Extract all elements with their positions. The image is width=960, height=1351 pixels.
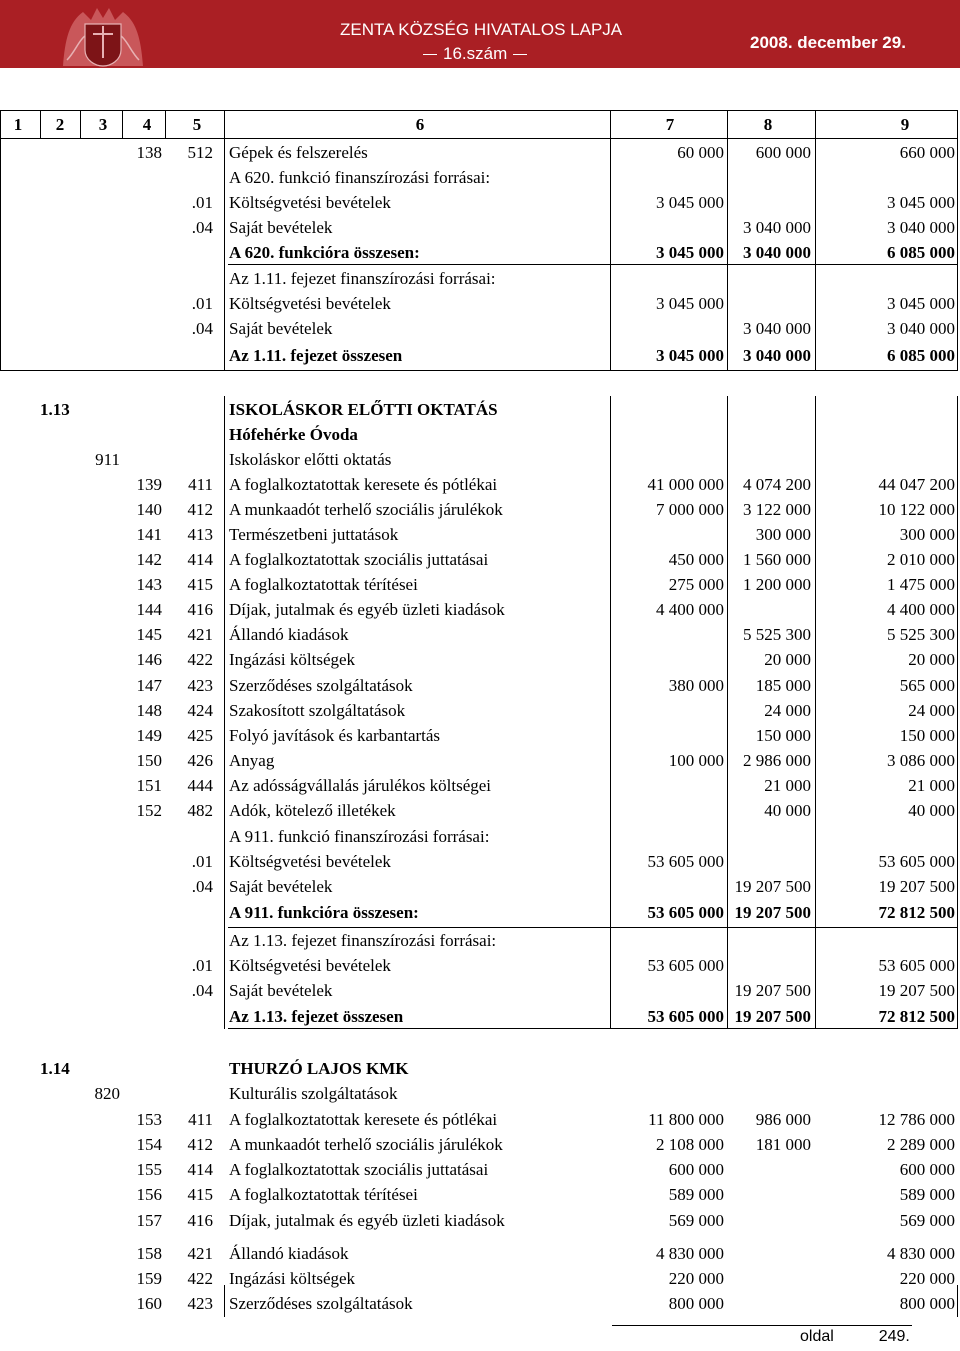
table-rule: [40, 110, 41, 139]
column-header: 6: [415, 115, 425, 134]
cell-description: Költségvetési bevételek: [229, 956, 391, 975]
table-row: [0, 266, 960, 291]
table-rule: [165, 110, 166, 139]
cell-amount-9: 40 000: [908, 801, 955, 820]
column-header: 7: [665, 115, 675, 134]
cell-amount-7: 275 000: [668, 575, 724, 594]
table-row: [0, 723, 960, 748]
cell-description: Természetbeni juttatások: [229, 525, 399, 544]
cell-description: A 911. funkcióra összesen:: [229, 903, 419, 922]
table-row: [0, 497, 960, 522]
footer-rule: [612, 1325, 912, 1326]
cell-amount-8: 20 000: [764, 650, 811, 669]
cell-rank: 146: [136, 650, 162, 669]
cell-code: 411: [188, 475, 213, 494]
cell-amount-7: 7 000 000: [656, 500, 724, 519]
table-row: [0, 798, 960, 823]
cell-amount-9: 21 000: [908, 776, 955, 795]
table-row: [0, 673, 960, 698]
cell-description: Adók, kötelező illetékek: [229, 801, 396, 820]
cell-amount-7: 3 045 000: [656, 243, 724, 262]
cell-code: 423: [187, 1294, 213, 1313]
cell-code: .01: [191, 956, 213, 975]
cell-description: Szerződéses szolgáltatások: [229, 676, 413, 695]
cell-amount-8: 19 207 500: [734, 1007, 811, 1026]
cell-amount-7: 53 605 000: [647, 852, 724, 871]
cell-code: 414: [187, 550, 213, 569]
cell-amount-8: 1 200 000: [743, 575, 811, 594]
cell-description: Az 1.11. fejezet finanszírozási forrásai:: [229, 269, 496, 288]
cell-amount-9: 6 085 000: [887, 243, 955, 262]
cell-description: Díjak, jutalmak és egyéb üzleti kiadások: [229, 600, 505, 619]
cell-description: Az adósságvállalás járulékos költségei: [229, 776, 492, 795]
table-row: [0, 874, 960, 899]
cell-amount-7: 4 830 000: [656, 1244, 724, 1263]
table-header-row: [0, 112, 960, 137]
cell-code: 412: [187, 1135, 213, 1154]
table-row: [0, 1266, 960, 1291]
cell-amount-9: 19 207 500: [878, 877, 955, 896]
cell-amount-9: 569 000: [899, 1211, 955, 1230]
cell-code: 416: [187, 600, 213, 619]
cell-description: Saját bevételek: [229, 981, 333, 1000]
cell-amount-9: 24 000: [908, 701, 955, 720]
cell-code: 421: [187, 1244, 213, 1263]
cell-code: 422: [187, 650, 213, 669]
cell-description: A foglalkoztatottak keresete és pótlékai: [229, 475, 498, 494]
table-row: [0, 165, 960, 190]
cell-amount-9: 20 000: [908, 650, 955, 669]
cell-description: Gépek és felszerelés: [229, 143, 368, 162]
cell-code: 416: [187, 1211, 213, 1230]
table-row: [0, 140, 960, 165]
column-header: 8: [763, 115, 773, 134]
publication-title: ZENTA KÖZSÉG HIVATALOS LAPJA: [340, 20, 623, 39]
cell-description: Állandó kiadások: [229, 625, 349, 644]
cell-rank: 150: [136, 751, 162, 770]
chapter-total-row: [0, 343, 960, 368]
cell-amount-7: 800 000: [668, 1294, 724, 1313]
cell-code: 413: [187, 525, 213, 544]
table-row: [0, 597, 960, 622]
cell-amount-9: 300 000: [899, 525, 955, 544]
cell-code: .04: [191, 877, 213, 896]
cell-code: 423: [187, 676, 213, 695]
cell-amount-8: 150 000: [755, 726, 811, 745]
cell-description: A 620. funkció finanszírozási forrásai:: [229, 168, 491, 187]
cell-code: .04: [191, 218, 213, 237]
cell-amount-7: 380 000: [668, 676, 724, 695]
cell-rank: 138: [136, 143, 162, 162]
cell-rank: 152: [136, 801, 162, 820]
cell-amount-9: 44 047 200: [878, 475, 955, 494]
cell-code: 414: [187, 1160, 213, 1179]
cell-rank: 148: [136, 701, 162, 720]
cell-amount-8: 3 040 000: [743, 243, 811, 262]
cell-amount-7: 3 045 000: [656, 346, 724, 365]
cell-code: 421: [187, 625, 213, 644]
cell-amount-9: 2 010 000: [887, 550, 955, 569]
cell-amount-9: 5 525 300: [887, 625, 955, 644]
cell-rank: 154: [136, 1135, 162, 1154]
cell-amount-8: 185 000: [755, 676, 811, 695]
cell-amount-9: 3 040 000: [887, 319, 955, 338]
table-row: [0, 698, 960, 723]
coat-of-arms-icon: [55, 0, 151, 68]
cell-amount-9: 53 605 000: [878, 956, 955, 975]
cell-amount-8: 1 560 000: [743, 550, 811, 569]
table-row: [0, 1241, 960, 1266]
cell-description: Anyag: [229, 751, 275, 770]
table-row: [0, 849, 960, 874]
cell-amount-8: 19 207 500: [734, 981, 811, 1000]
cell-amount-7: 4 400 000: [656, 600, 724, 619]
page-footer: [800, 1328, 910, 1346]
cell-amount-8: 19 207 500: [734, 877, 811, 896]
table-row: [0, 291, 960, 316]
table-row: [0, 1157, 960, 1182]
cell-code: 422: [187, 1269, 213, 1288]
table-row: [0, 572, 960, 597]
cell-amount-9: 4 830 000: [887, 1244, 955, 1263]
cell-amount-9: 565 000: [899, 676, 955, 695]
table-row: [0, 978, 960, 1003]
cell-amount-7: 2 108 000: [656, 1135, 724, 1154]
table-row: [0, 824, 960, 849]
cell-amount-8: 3 040 000: [743, 346, 811, 365]
table-rule: [80, 110, 81, 139]
cell-rank: 151: [136, 776, 162, 795]
cell-amount-9: 6 085 000: [887, 346, 955, 365]
cell-description: A foglalkoztatottak keresete és pótlékai: [229, 1110, 498, 1129]
cell-code: 412: [187, 500, 213, 519]
cell-amount-9: 4 400 000: [887, 600, 955, 619]
cell-amount-9: 10 122 000: [878, 500, 955, 519]
cell-description: Az 1.13. fejezet finanszírozási forrásai:: [229, 931, 497, 950]
cell-description: Állandó kiadások: [229, 1244, 349, 1263]
cell-rank: 143: [136, 575, 162, 594]
cell-amount-8: 5 525 300: [743, 625, 811, 644]
cell-amount-9: 72 812 500: [878, 1007, 955, 1026]
table-row: [0, 928, 960, 953]
cell-description: Folyó javítások és karbantartás: [229, 726, 441, 745]
cell-amount-7: 600 000: [668, 1160, 724, 1179]
cell-amount-9: 3 040 000: [887, 218, 955, 237]
cell-description: A foglalkoztatottak szociális juttatásai: [229, 550, 489, 569]
cell-rank: 140: [136, 500, 162, 519]
cell-amount-8: 3 040 000: [743, 218, 811, 237]
cell-amount-8: 600 000: [755, 143, 811, 162]
cell-amount-7: 60 000: [677, 143, 724, 162]
institution-name: Hófehérke Óvoda: [229, 425, 358, 444]
cell-amount-9: 1 475 000: [887, 575, 955, 594]
cell-code: 512: [187, 143, 213, 162]
cell-description: A foglalkoztatottak szociális juttatásai: [229, 1160, 489, 1179]
cell-code: .04: [191, 981, 213, 1000]
chapter-number: 1.14: [40, 1059, 70, 1078]
issue-number: 16.szám: [417, 44, 533, 64]
cell-description: Saját bevételek: [229, 877, 333, 896]
function-code: 911: [95, 450, 120, 469]
cell-amount-7: 11 800 000: [648, 1110, 724, 1129]
cell-amount-9: 3 045 000: [887, 294, 955, 313]
table-row: [0, 748, 960, 773]
cell-amount-9: 53 605 000: [878, 852, 955, 871]
cell-rank: 144: [136, 600, 162, 619]
column-header: 3: [98, 115, 108, 134]
cell-amount-8: 986 000: [755, 1110, 811, 1129]
cell-rank: 159: [136, 1269, 162, 1288]
cell-amount-7: 220 000: [668, 1269, 724, 1288]
cell-rank: 142: [136, 550, 162, 569]
cell-rank: 149: [136, 726, 162, 745]
cell-amount-8: 3 040 000: [743, 319, 811, 338]
table-row: [0, 472, 960, 497]
cell-rank: 145: [136, 625, 162, 644]
cell-amount-7: 53 605 000: [647, 903, 724, 922]
cell-amount-9: 3 086 000: [887, 751, 955, 770]
table-row: [0, 1291, 960, 1316]
cell-amount-8: 181 000: [755, 1135, 811, 1154]
chapter-heading: [0, 397, 960, 422]
cell-rank: 155: [136, 1160, 162, 1179]
cell-amount-9: 220 000: [899, 1269, 955, 1288]
cell-amount-9: 800 000: [899, 1294, 955, 1313]
table-row: [0, 190, 960, 215]
cell-description: A 620. funkcióra összesen:: [229, 243, 420, 262]
cell-description: Költségvetési bevételek: [229, 193, 391, 212]
cell-amount-9: 19 207 500: [878, 981, 955, 1000]
function-row: [0, 1081, 960, 1106]
chapter-number: 1.13: [40, 400, 70, 419]
cell-rank: 147: [136, 676, 162, 695]
cell-rank: 160: [136, 1294, 162, 1313]
cell-amount-7: 53 605 000: [647, 956, 724, 975]
cell-description: Ingázási költségek: [229, 650, 356, 669]
table-row: [0, 1208, 960, 1233]
cell-code: 424: [187, 701, 213, 720]
cell-amount-9: 600 000: [899, 1160, 955, 1179]
cell-description: Az 1.11. fejezet összesen: [229, 346, 403, 365]
table-row: [0, 773, 960, 798]
cell-amount-7: 3 045 000: [656, 294, 724, 313]
institution-heading: [0, 422, 960, 447]
subtotal-row: [0, 240, 960, 265]
cell-rank: 158: [136, 1244, 162, 1263]
cell-amount-8: 24 000: [764, 701, 811, 720]
page-label: oldal: [800, 1328, 834, 1345]
cell-code: .04: [191, 319, 213, 338]
table-row: [0, 522, 960, 547]
cell-description: Díjak, jutalmak és egyéb üzleti kiadások: [229, 1211, 505, 1230]
table-row: [0, 1107, 960, 1132]
cell-code: 425: [187, 726, 213, 745]
table-row: [0, 622, 960, 647]
table-row: [0, 953, 960, 978]
cell-description: A 911. funkció finanszírozási forrásai:: [229, 827, 490, 846]
table-row: [0, 547, 960, 572]
cell-amount-8: 300 000: [755, 525, 811, 544]
subtotal-row: [0, 900, 960, 925]
cell-description: A foglalkoztatottak térítései: [229, 1185, 418, 1204]
column-header: 5: [192, 115, 202, 134]
cell-amount-8: 2 986 000: [743, 751, 811, 770]
cell-amount-9: 660 000: [899, 143, 955, 162]
cell-description: Ingázási költségek: [229, 1269, 356, 1288]
cell-description: Saját bevételek: [229, 319, 333, 338]
cell-rank: 156: [136, 1185, 162, 1204]
cell-amount-8: 3 122 000: [743, 500, 811, 519]
cell-amount-9: 12 786 000: [878, 1110, 955, 1129]
cell-rank: 141: [136, 525, 162, 544]
cell-amount-8: 21 000: [764, 776, 811, 795]
cell-code: .01: [191, 193, 213, 212]
page-number: 249.: [878, 1328, 910, 1345]
cell-amount-9: 3 045 000: [887, 193, 955, 212]
cell-amount-9: 150 000: [899, 726, 955, 745]
cell-amount-7: 589 000: [668, 1185, 724, 1204]
cell-code: 415: [187, 575, 213, 594]
cell-amount-9: 2 289 000: [887, 1135, 955, 1154]
cell-code: .01: [191, 852, 213, 871]
cell-code: 426: [187, 751, 213, 770]
cell-description: Költségvetési bevételek: [229, 294, 391, 313]
table-row: [0, 647, 960, 672]
cell-amount-7: 53 605 000: [647, 1007, 724, 1026]
column-header: 1: [13, 115, 23, 134]
cell-description: A munkaadót terhelő szociális járulékok: [229, 500, 503, 519]
cell-amount-7: 569 000: [668, 1211, 724, 1230]
column-header: 4: [142, 115, 152, 134]
cell-code: 415: [187, 1185, 213, 1204]
cell-description: Szerződéses szolgáltatások: [229, 1294, 413, 1313]
cell-code: 444: [187, 776, 213, 795]
cell-description: Költségvetési bevételek: [229, 852, 391, 871]
cell-amount-9: 72 812 500: [878, 903, 955, 922]
table-row: [0, 1132, 960, 1157]
table-row: [0, 1182, 960, 1207]
cell-amount-7: 100 000: [668, 751, 724, 770]
table-row: [0, 215, 960, 240]
cell-rank: 153: [136, 1110, 162, 1129]
cell-amount-7: 450 000: [668, 550, 724, 569]
cell-description: Az 1.13. fejezet összesen: [229, 1007, 404, 1026]
column-header: 2: [55, 115, 65, 134]
cell-rank: 157: [136, 1211, 162, 1230]
page-header: [0, 0, 960, 68]
cell-amount-7: 41 000 000: [647, 475, 724, 494]
cell-description: Szakosított szolgáltatások: [229, 701, 406, 720]
cell-code: 482: [187, 801, 213, 820]
column-header: 9: [900, 115, 910, 134]
chapter-total-row: [0, 1004, 960, 1029]
cell-rank: 139: [136, 475, 162, 494]
function-code: 820: [94, 1084, 120, 1103]
cell-description: Saját bevételek: [229, 218, 333, 237]
function-row: [0, 447, 960, 472]
cell-amount-9: 589 000: [899, 1185, 955, 1204]
table-row: [0, 316, 960, 341]
cell-code: 411: [188, 1110, 213, 1129]
chapter-heading: [0, 1056, 960, 1081]
table-rule: [122, 110, 123, 139]
chapter-title: THURZÓ LAJOS KMK: [229, 1059, 409, 1078]
cell-code: .01: [191, 294, 213, 313]
cell-amount-8: 19 207 500: [734, 903, 811, 922]
chapter-title: ISKOLÁSKOR ELŐTTI OKTATÁS: [229, 400, 498, 419]
cell-description: A munkaadót terhelő szociális járulékok: [229, 1135, 503, 1154]
issue-date: 2008. december 29.: [750, 33, 906, 52]
cell-description: A foglalkoztatottak térítései: [229, 575, 418, 594]
cell-amount-7: 3 045 000: [656, 193, 724, 212]
function-name: Kulturális szolgáltatások: [229, 1084, 398, 1103]
function-name: Iskoláskor előtti oktatás: [229, 450, 392, 469]
cell-amount-8: 4 074 200: [743, 475, 811, 494]
cell-amount-8: 40 000: [764, 801, 811, 820]
